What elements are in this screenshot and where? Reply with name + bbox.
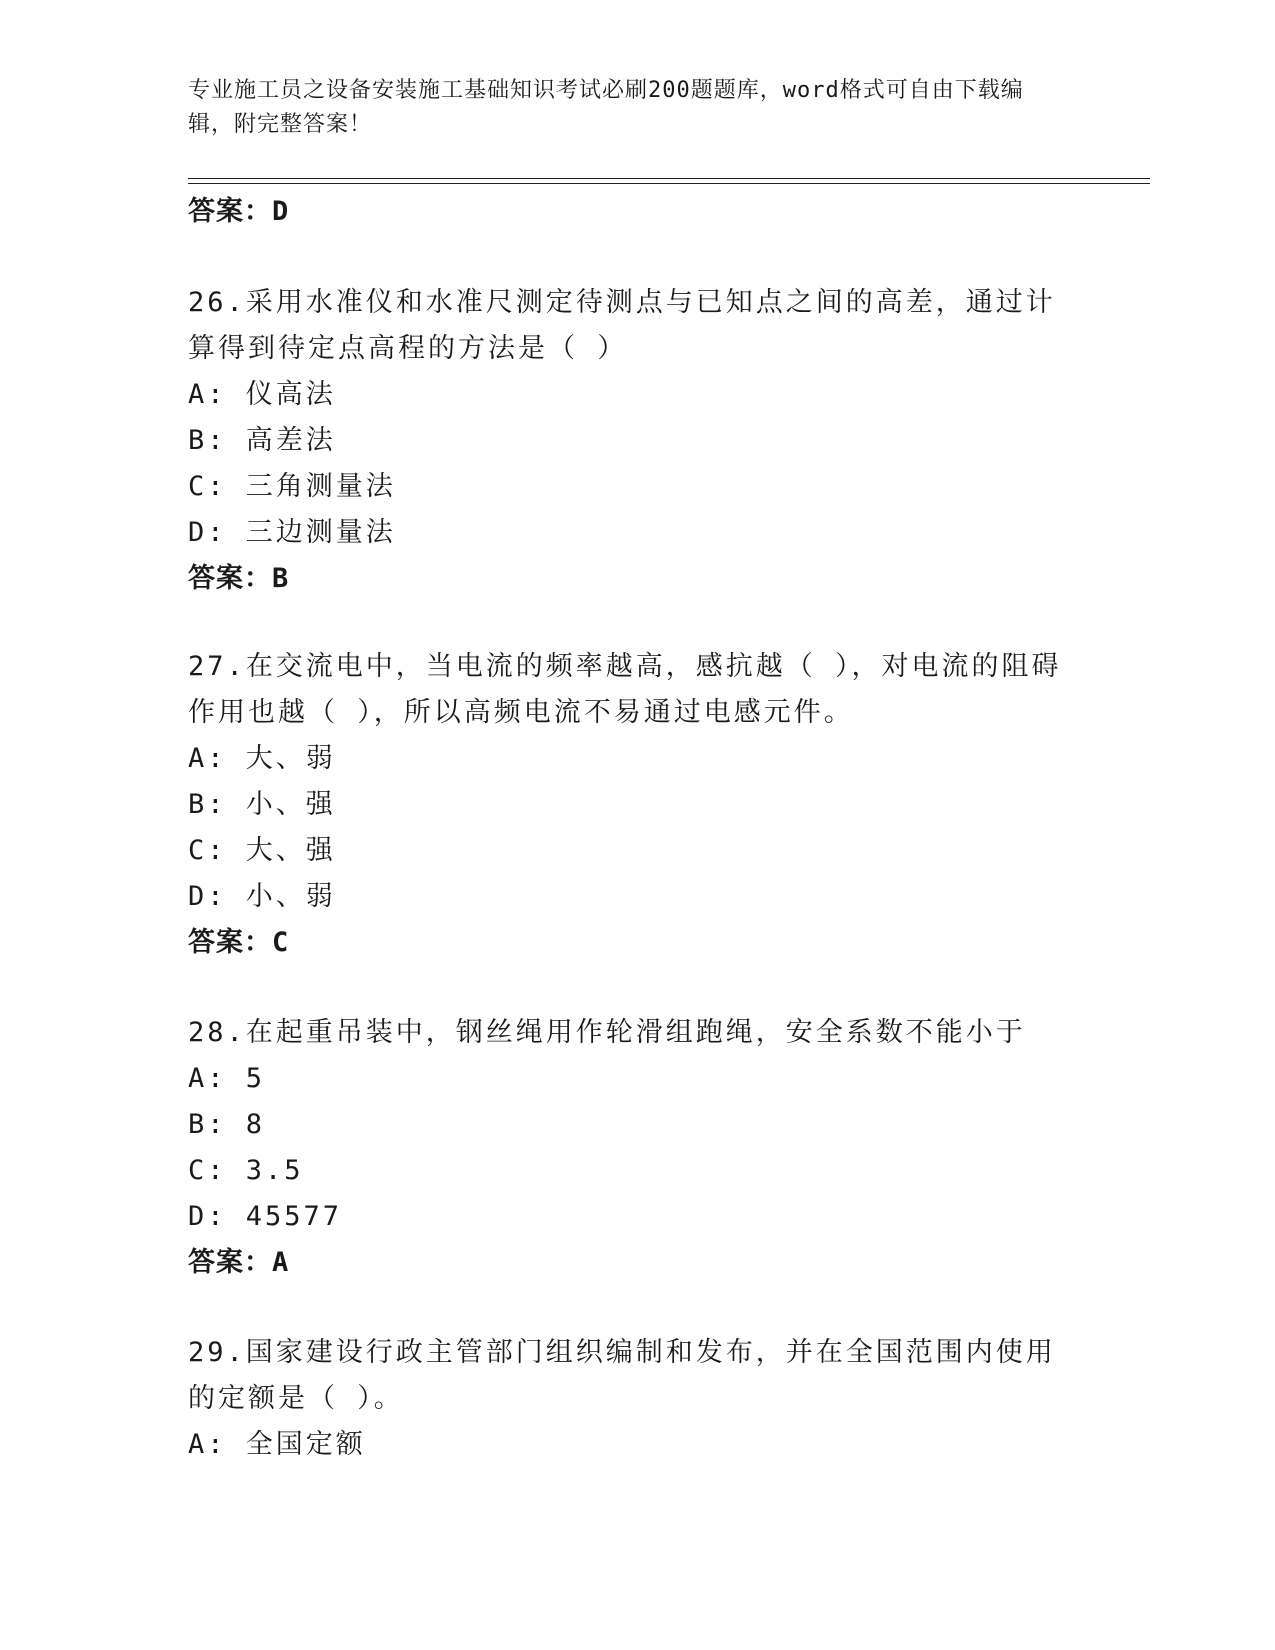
question-stem: 28.在起重吊装中，钢丝绳用作轮滑组跑绳，安全系数不能小于	[188, 1017, 1026, 1048]
option-a: A: 仪高法	[188, 379, 336, 410]
answer-q25: 答案：D	[188, 196, 290, 227]
question-stem: 26.采用水准仪和水准尺测定待测点与已知点之间的高差，通过计算得到待定点高程的方法是（ ）	[188, 287, 1056, 364]
option-a: A: 大、弱	[188, 743, 336, 774]
option-d: D: 三边测量法	[188, 517, 396, 548]
question-27	[188, 644, 1068, 966]
option-b: B: 小、强	[188, 789, 336, 820]
option-a: A: 5	[188, 1063, 266, 1094]
option-d: D: 45577	[188, 1201, 343, 1232]
answer: 答案：A	[188, 1247, 290, 1278]
question-28	[188, 1010, 1068, 1286]
answer: 答案：B	[188, 563, 290, 594]
document-header: 专业施工员之设备安装施工基础知识考试必刷200题题库，word格式可自由下载编辑，附完整答案！	[188, 78, 1024, 137]
option-c: C: 大、强	[188, 835, 336, 866]
question-26	[188, 280, 1068, 602]
option-b: B: 8	[188, 1109, 266, 1140]
question-stem: 29.国家建设行政主管部门组织编制和发布，并在全国范围内使用的定额是（ ）。	[188, 1337, 1056, 1414]
header-divider-bottom	[188, 183, 1150, 184]
option-a: A: 全国定额	[188, 1429, 366, 1460]
option-b: B: 高差法	[188, 425, 336, 456]
question-stem: 27.在交流电中，当电流的频率越高，感抗越（ ），对电流的阻碍作用也越（ ），所以高频电流不易通过电感元件。	[188, 651, 1062, 728]
answer: 答案：C	[188, 927, 290, 958]
option-d: D: 小、弱	[188, 881, 336, 912]
option-c: C: 3.5	[188, 1155, 304, 1186]
option-c: C: 三角测量法	[188, 471, 396, 502]
header-divider-top	[188, 178, 1150, 179]
question-29	[188, 1330, 1068, 1468]
